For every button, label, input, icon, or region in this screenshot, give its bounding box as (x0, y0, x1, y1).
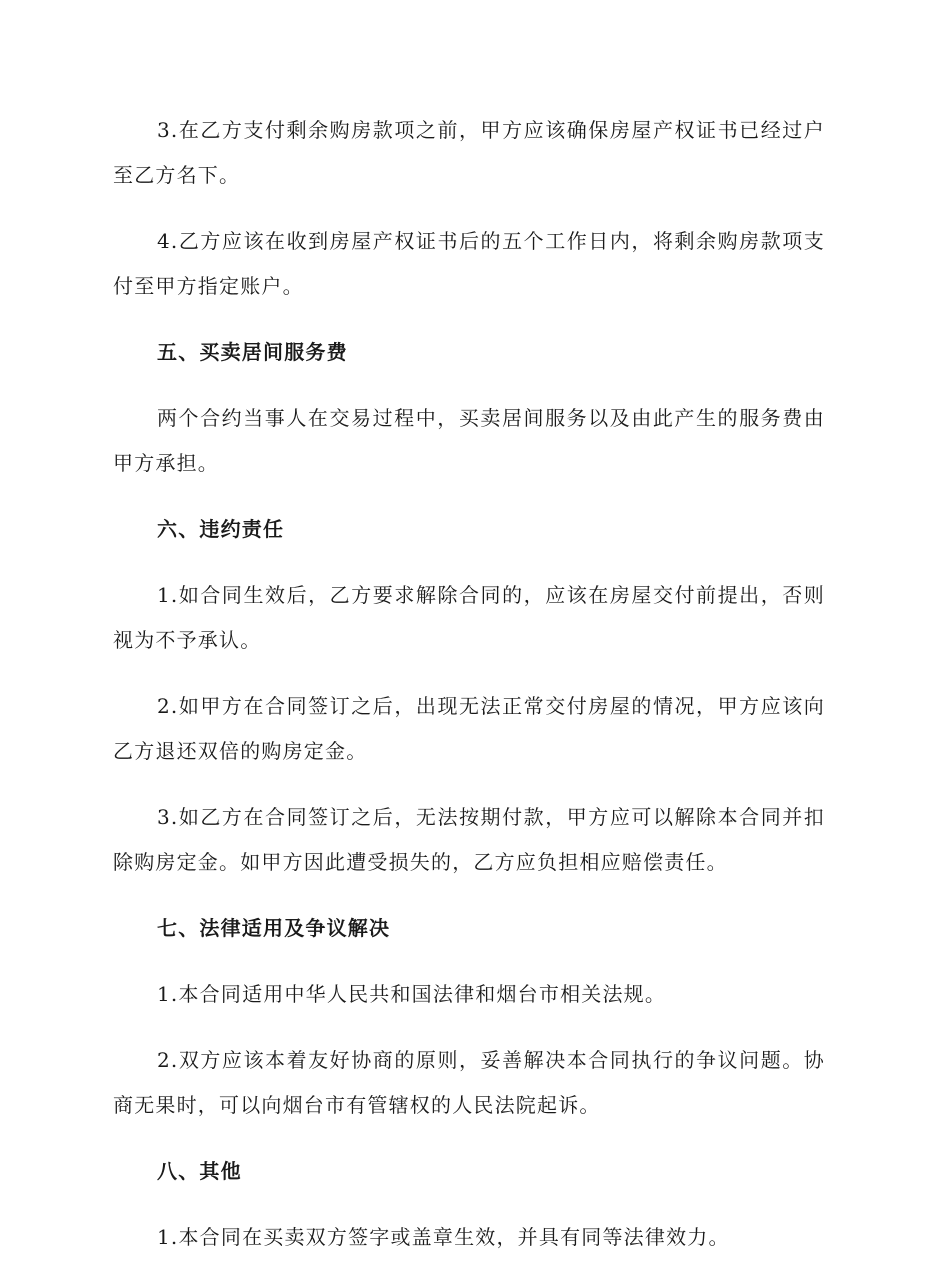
clause-service-fee: 两个合约当事人在交易过程中，买卖居间服务以及由此产生的服务费由甲方承担。 (113, 406, 825, 475)
document-page (113, 108, 825, 1281)
section-heading-7: 七、法律适用及争议解决 (157, 916, 391, 940)
clause-law-2: 2.双方应该本着友好协商的原则，妥善解决本合同执行的争议问题。协商无果时，可以向烟台市有管辖权的人民法院起诉。 (113, 1048, 825, 1117)
clause-breach-2: 2.如甲方在合同签订之后，出现无法正常交付房屋的情况，甲方应该向乙方退还双倍的购房定金。 (113, 694, 825, 763)
clause-4-remaining-payment: 4.乙方应该在收到房屋产权证书后的五个工作日内，将剩余购房款项支付至甲方指定账户。 (113, 229, 825, 298)
section-heading-8: 八、其他 (157, 1159, 242, 1183)
section-heading-6: 六、违约责任 (157, 517, 285, 541)
section-heading-5: 五、买卖居间服务费 (157, 340, 348, 364)
clause-breach-1: 1.如合同生效后，乙方要求解除合同的，应该在房屋交付前提出，否则视为不予承认。 (113, 583, 825, 652)
clause-other-1: 1.本合同在买卖双方签字或盖章生效，并具有同等法律效力。 (157, 1225, 730, 1249)
clause-3-transfer-before-payment: 3.在乙方支付剩余购房款项之前，甲方应该确保房屋产权证书已经过户至乙方名下。 (113, 118, 825, 187)
clause-breach-3: 3.如乙方在合同签订之后，无法按期付款，甲方应可以解除本合同并扣除购房定金。如甲方因此遭受损失的，乙方应负担相应赔偿责任。 (113, 805, 825, 874)
clause-law-1: 1.本合同适用中华人民共和国法律和烟台市相关法规。 (157, 982, 667, 1006)
